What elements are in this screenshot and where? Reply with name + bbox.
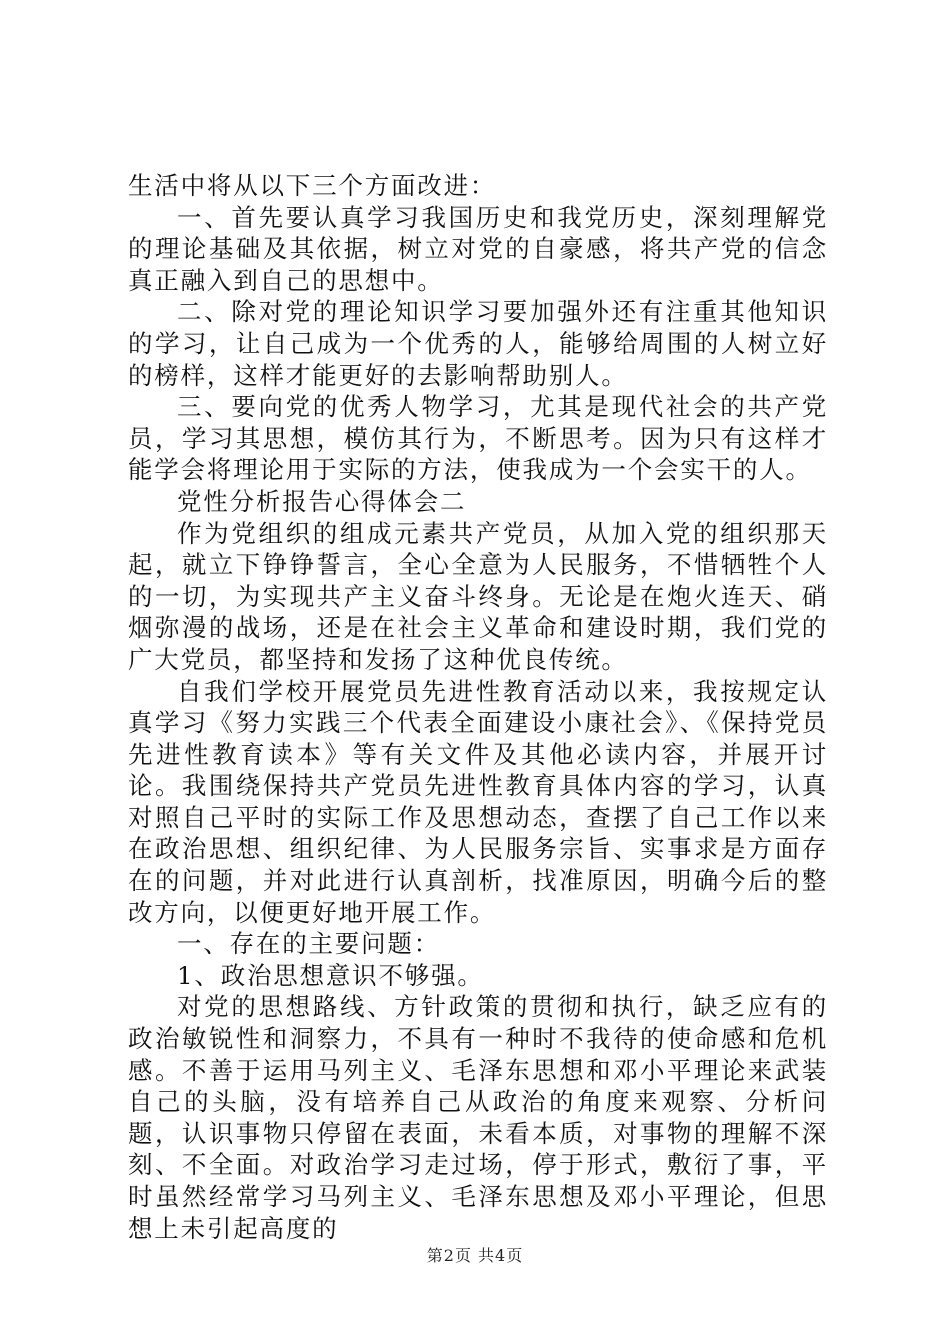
section-heading: 党性分析报告心得体会二 bbox=[177, 486, 467, 516]
paragraph-point-3: 三、要向党的优秀人物学习，尤其是现代社会的共产党员，学习其思想，模仿其行为，不断思考。因为只有这样才能学会将理论用于实际的方法，使我成为一个会实干的人。 bbox=[128, 392, 828, 485]
subheading-problems: 一、存在的主要问题： bbox=[177, 929, 440, 959]
paragraph-body-1: 作为党组织的组成元素共产党员，从加入党的组织那天起，就立下铮铮誓言，全心全意为人民服务，不惜牺牲个人的一切，为实现共产主义奋斗终身。无论是在炮火连天、硝烟弥漫的战场，还是在社会主义革命和建设时期，我们党的广大党员，都坚持和发扬了这种优良传统。 bbox=[128, 518, 828, 674]
paragraph-body-3: 对党的思想路线、方针政策的贯彻和执行，缺乏应有的政治敏锐性和洞察力，不具有一种时不我待的使命感和危机感。不善于运用马列主义、毛泽东思想和邓小平理论来武装自己的头脑，没有培养自己从政治的角度来观察、分析问题，认识事物只停留在表面，未看本质，对事物的理解不深刻、不全面。对政治学习走过场，停于形式，敷衍了事，平时虽然经常学习马列主义、毛泽东思想及邓小平理论，但思想上未引起高度的 bbox=[128, 992, 828, 1243]
paragraph-body-2: 自我们学校开展党员先进性教育活动以来，我按规定认真学习《努力实践三个代表全面建设小康社会》、《保持党员先进性教育读本》等有关文件及其他必读内容，并展开讨论。我围绕保持共产党员先进性教育具体内容的学习，认真对照自己平时的实际工作及思想动态，查摆了自己工作以来在政治思想、组织纪律、为人民服务宗旨、实事求是方面存在的问题，并对此进行认真剖析，找准原因，明确今后的整改方向，以便更好地开展工作。 bbox=[128, 676, 828, 927]
paragraph-point-1: 一、首先要认真学习我国历史和我党历史，深刻理解党的理论基础及其依据，树立对党的自豪感，将共产党的信念真正融入到自己的思想中。 bbox=[128, 202, 828, 295]
paragraph-point-2: 二、除对党的理论知识学习要加强外还有注重其他知识的学习，让自己成为一个优秀的人，能够给周围的人树立好的榜样，这样才能更好的去影响帮助别人。 bbox=[128, 297, 828, 390]
paragraph-intro: 生活中将从以下三个方面改进： bbox=[128, 171, 497, 200]
page-footer: 第2页 共4页 bbox=[426, 1246, 524, 1265]
subheading-item-1: 1、政治思想意识不够强。 bbox=[177, 960, 484, 990]
document-body bbox=[128, 170, 828, 1244]
